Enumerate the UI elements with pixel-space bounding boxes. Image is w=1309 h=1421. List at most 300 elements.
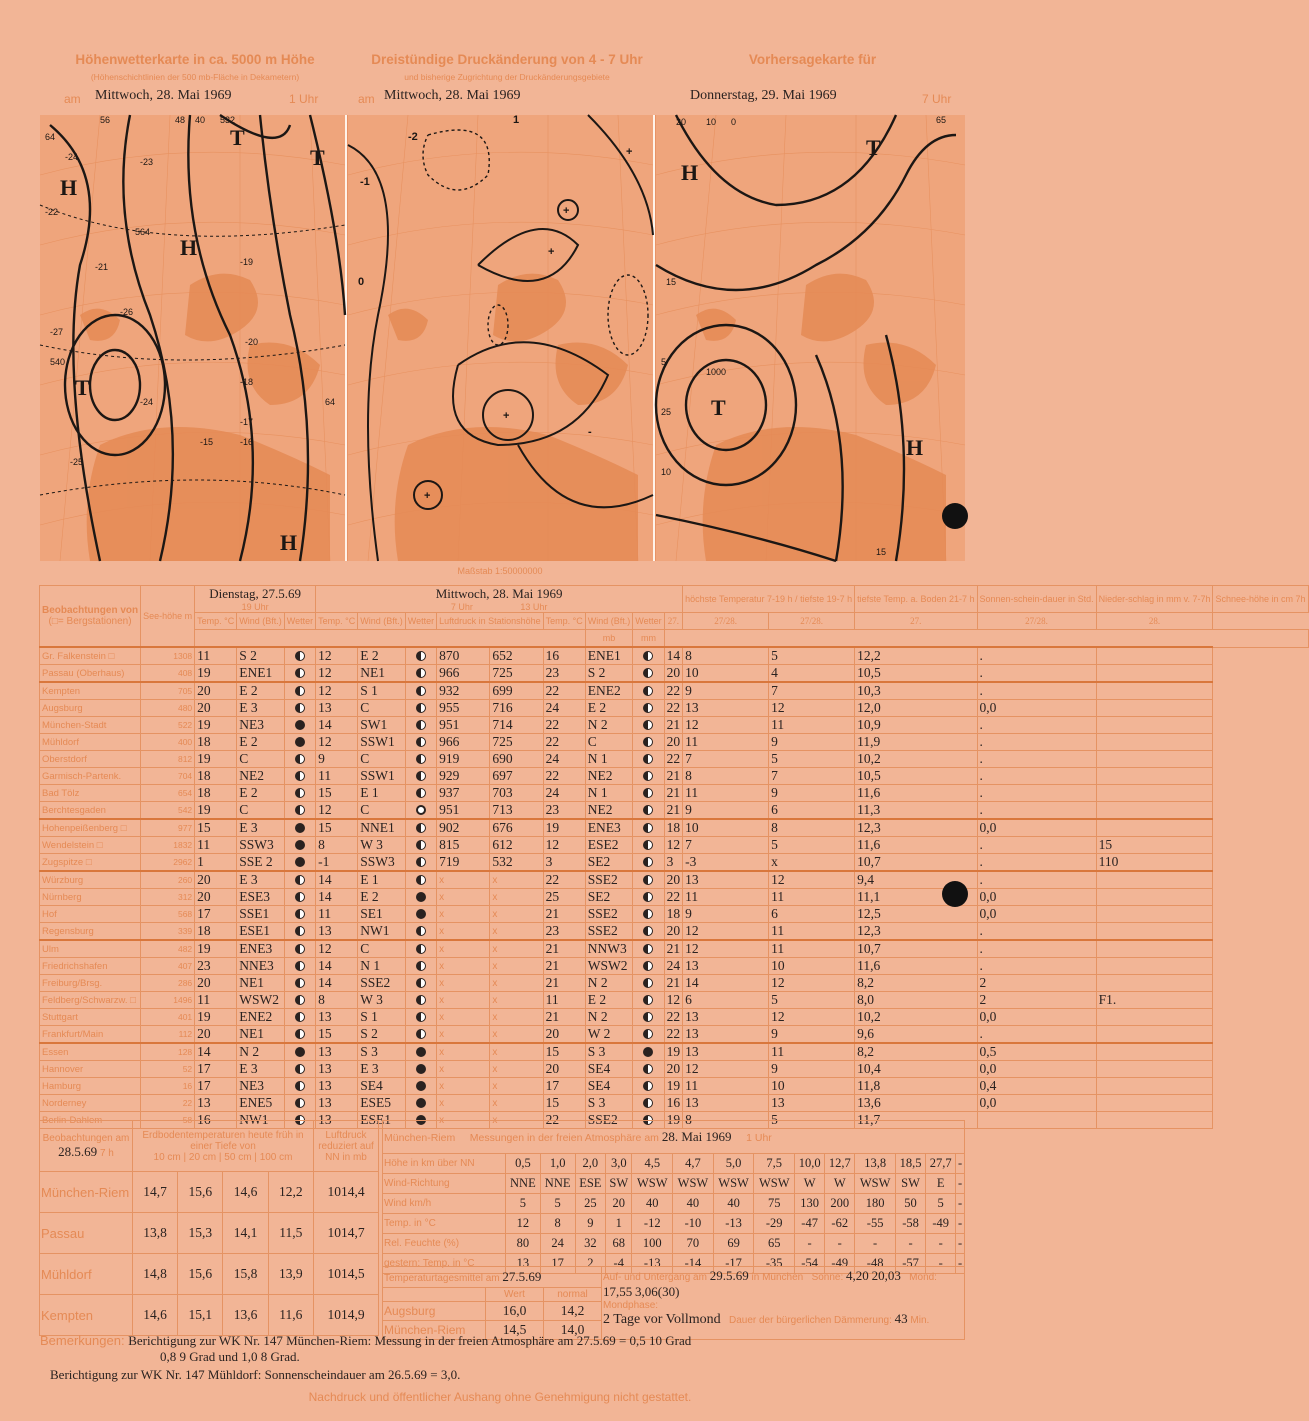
table-cell: -57 bbox=[895, 1254, 925, 1274]
table-cell: N 2 bbox=[237, 1043, 285, 1061]
table-cell: SE2 bbox=[585, 889, 633, 906]
table-cell: 10,5 bbox=[855, 768, 977, 785]
table-cell: 9 bbox=[683, 906, 769, 923]
table-cell: 15 bbox=[316, 819, 358, 837]
table-cell: S 1 bbox=[358, 682, 406, 700]
svg-text:65: 65 bbox=[936, 115, 947, 125]
table-cell: 8 bbox=[769, 819, 855, 837]
temp-col: Temp. °C bbox=[195, 613, 237, 630]
table-cell: - bbox=[956, 1154, 965, 1174]
weather-symbol-icon bbox=[643, 857, 653, 867]
weather-symbol-icon bbox=[416, 1029, 426, 1039]
weather-cell bbox=[633, 768, 664, 785]
table-cell: Passau (Oberhaus) bbox=[40, 665, 141, 683]
table-cell: 13 bbox=[683, 700, 769, 717]
table-cell: Essen bbox=[40, 1043, 141, 1061]
table-cell: E 3 bbox=[358, 1061, 406, 1078]
table-cell: 10 bbox=[683, 665, 769, 683]
table-cell: 11,8 bbox=[855, 1078, 977, 1095]
table-cell: Wendelstein □ bbox=[40, 837, 141, 854]
table-cell: Ulm bbox=[40, 940, 141, 958]
table-cell: Passau bbox=[40, 1213, 133, 1254]
weather-symbol-icon bbox=[416, 1098, 426, 1108]
table-cell: 14,6 bbox=[223, 1172, 268, 1213]
table-cell: 12 bbox=[506, 1214, 541, 1234]
table-cell: 24 bbox=[543, 751, 585, 768]
table-cell: . bbox=[977, 871, 1096, 889]
table-row bbox=[40, 682, 1309, 700]
weather-cell bbox=[405, 958, 436, 975]
table-cell: 408 bbox=[141, 665, 195, 683]
table-cell: Würzburg bbox=[40, 871, 141, 889]
table-cell: 0,4 bbox=[977, 1078, 1096, 1095]
table-cell: 17 bbox=[540, 1254, 575, 1274]
table-cell: NE1 bbox=[358, 665, 406, 683]
weather-cell bbox=[405, 871, 436, 889]
table-cell: 703 bbox=[490, 785, 543, 802]
table-cell: 23 bbox=[543, 665, 585, 683]
upper-air-row bbox=[383, 1174, 965, 1194]
table-cell: 27,7 bbox=[926, 1154, 956, 1174]
weather-cell bbox=[405, 992, 436, 1009]
table-cell: 24 bbox=[540, 1234, 575, 1254]
table-cell: 12,2 bbox=[268, 1172, 313, 1213]
map1-am: am bbox=[64, 92, 81, 106]
table-cell: E 3 bbox=[237, 871, 285, 889]
table-cell: 11 bbox=[769, 717, 855, 734]
weather-symbol-icon bbox=[643, 1029, 653, 1039]
table-cell: 19 bbox=[195, 802, 237, 820]
table-cell: 15,8 bbox=[223, 1254, 268, 1295]
table-cell: . bbox=[977, 734, 1096, 751]
table-cell: -47 bbox=[795, 1214, 825, 1234]
weather-symbol-icon bbox=[416, 961, 426, 971]
table-cell: 15 bbox=[543, 1043, 585, 1061]
table-cell: 9 bbox=[575, 1214, 606, 1234]
weather-symbol-icon bbox=[416, 703, 426, 713]
table-cell: 75 bbox=[754, 1194, 795, 1214]
table-cell: 22 bbox=[543, 871, 585, 889]
table-cell: 654 bbox=[141, 785, 195, 802]
table-cell: ESE2 bbox=[585, 837, 633, 854]
table-cell: 542 bbox=[141, 802, 195, 820]
weather-symbol-icon bbox=[416, 737, 426, 747]
table-cell: 13 bbox=[769, 1095, 855, 1112]
table-cell: Hamburg bbox=[40, 1078, 141, 1095]
weather-cell bbox=[633, 958, 664, 975]
table-cell: 20 bbox=[543, 1061, 585, 1078]
table-cell: 20 bbox=[195, 889, 237, 906]
weather-symbol-icon bbox=[295, 1064, 305, 1074]
table-cell: x bbox=[490, 1061, 543, 1078]
table-cell: W 3 bbox=[358, 992, 406, 1009]
weather-cell bbox=[284, 958, 315, 975]
table-cell: SW bbox=[606, 1174, 632, 1194]
table-cell: WSW2 bbox=[237, 992, 285, 1009]
weather-cell bbox=[405, 1061, 436, 1078]
svg-text:-23: -23 bbox=[140, 157, 154, 167]
table-cell: 815 bbox=[437, 837, 490, 854]
weather-cell bbox=[633, 906, 664, 923]
svg-text:-2: -2 bbox=[408, 131, 418, 143]
weather-cell bbox=[633, 717, 664, 734]
weather-symbol-icon bbox=[295, 995, 305, 1005]
table-cell: Hof bbox=[40, 906, 141, 923]
table-cell: N 1 bbox=[585, 785, 633, 802]
weather-cell bbox=[633, 647, 664, 665]
table-cell: 21 bbox=[664, 975, 683, 992]
table-cell: - bbox=[956, 1214, 965, 1234]
table-row bbox=[40, 819, 1309, 837]
table-cell: 40 bbox=[673, 1194, 714, 1214]
table-cell: 312 bbox=[141, 889, 195, 906]
weather-symbol-icon bbox=[416, 1064, 426, 1074]
table-cell bbox=[1096, 940, 1213, 958]
table-cell: 5 bbox=[769, 992, 855, 1009]
table-cell: E 3 bbox=[237, 700, 285, 717]
table-cell: 400 bbox=[141, 734, 195, 751]
svg-text:64: 64 bbox=[45, 132, 56, 142]
table-cell: 20 bbox=[195, 871, 237, 889]
weather-symbol-icon bbox=[416, 892, 426, 902]
svg-text:-21: -21 bbox=[95, 262, 109, 272]
weather-symbol-icon bbox=[643, 1047, 653, 1057]
table-cell: 13 bbox=[316, 1078, 358, 1095]
map3-time: 7 Uhr bbox=[922, 92, 952, 106]
table-cell: 11,6 bbox=[855, 958, 977, 975]
table-cell: 15 bbox=[543, 1095, 585, 1112]
table-cell: 22 bbox=[664, 1026, 683, 1044]
svg-text:-22: -22 bbox=[45, 207, 59, 217]
weather-symbol-icon bbox=[295, 788, 305, 798]
table-cell: 2 bbox=[977, 975, 1096, 992]
table-cell: ESE5 bbox=[358, 1095, 406, 1112]
table-cell: 4,5 bbox=[632, 1154, 673, 1174]
weather-cell bbox=[284, 1078, 315, 1095]
table-cell: Frankfurt/Main bbox=[40, 1026, 141, 1044]
table-cell: 3,0 bbox=[606, 1154, 632, 1174]
weather-symbol-icon bbox=[416, 805, 426, 815]
table-cell: Bad Tölz bbox=[40, 785, 141, 802]
table-cell bbox=[1096, 1061, 1213, 1078]
table-cell: E 2 bbox=[358, 647, 406, 665]
table-row bbox=[40, 700, 1309, 717]
table-cell bbox=[1096, 923, 1213, 941]
weather-symbol-icon bbox=[416, 754, 426, 764]
table-cell: 13,9 bbox=[268, 1254, 313, 1295]
weather-symbol-icon bbox=[295, 754, 305, 764]
table-cell: 17 bbox=[195, 1078, 237, 1095]
table-cell: ESE3 bbox=[237, 889, 285, 906]
table-cell: x bbox=[490, 906, 543, 923]
table-cell: SE4 bbox=[358, 1078, 406, 1095]
table-cell: 6 bbox=[769, 906, 855, 923]
table-cell: 17 bbox=[543, 1078, 585, 1095]
table-cell: 13 bbox=[506, 1254, 541, 1274]
table-cell: - bbox=[956, 1254, 965, 1274]
table-cell: 20 bbox=[195, 975, 237, 992]
map1-high-label: H bbox=[60, 175, 78, 200]
map2-subtitle: und bisherige Zugrichtung der Druckänderungsgebiete bbox=[404, 72, 610, 82]
table-cell: 7 bbox=[769, 768, 855, 785]
weather-symbol-icon bbox=[643, 995, 653, 1005]
table-cell: 10,7 bbox=[855, 854, 977, 872]
upper-air-table bbox=[382, 1120, 965, 1274]
table-cell: 11,3 bbox=[855, 802, 977, 820]
weather-symbol-icon bbox=[643, 978, 653, 988]
table-cell bbox=[1096, 1026, 1213, 1044]
table-cell: 12 bbox=[683, 923, 769, 941]
table-cell: 13 bbox=[195, 1095, 237, 1112]
table-cell: x bbox=[490, 1026, 543, 1044]
table-cell: 2962 bbox=[141, 854, 195, 872]
table-cell: Berchtesgaden bbox=[40, 802, 141, 820]
table-cell: . bbox=[977, 665, 1096, 683]
svg-text:10: 10 bbox=[661, 467, 672, 477]
weather-cell bbox=[405, 1043, 436, 1061]
weather-symbol-icon bbox=[295, 686, 305, 696]
table-cell: 17 bbox=[195, 1061, 237, 1078]
weather-symbol-icon bbox=[416, 823, 426, 833]
table-cell: 532 bbox=[490, 854, 543, 872]
table-cell: 12,5 bbox=[855, 906, 977, 923]
table-cell: 21 bbox=[664, 802, 683, 820]
weather-cell bbox=[405, 975, 436, 992]
table-cell: 10,9 bbox=[855, 717, 977, 734]
table-cell: 13 bbox=[683, 1026, 769, 1044]
soil-row bbox=[40, 1172, 379, 1213]
table-cell: 18 bbox=[664, 906, 683, 923]
table-cell: E 2 bbox=[237, 734, 285, 751]
weather-symbol-icon bbox=[295, 875, 305, 885]
weather-cell bbox=[633, 975, 664, 992]
mr-label: München-Riem bbox=[383, 1321, 486, 1340]
table-cell bbox=[1096, 958, 1213, 975]
table-cell: x bbox=[490, 1095, 543, 1112]
table-cell: W bbox=[825, 1174, 855, 1194]
table-cell: NNE bbox=[540, 1174, 575, 1194]
table-cell: 1014,9 bbox=[314, 1295, 379, 1336]
weather-cell bbox=[284, 751, 315, 768]
boden-header: tiefste Temp. a. Boden 21-7 h bbox=[855, 586, 977, 613]
table-cell: 8,0 bbox=[855, 992, 977, 1009]
table-cell: -10 bbox=[673, 1214, 714, 1234]
table-row bbox=[40, 1061, 1309, 1078]
svg-text:-1: -1 bbox=[360, 176, 370, 188]
table-cell: 870 bbox=[437, 647, 490, 665]
table-cell: 16 bbox=[195, 1112, 237, 1129]
wetter-col: Wetter bbox=[633, 613, 664, 630]
upper-air-row bbox=[383, 1214, 965, 1234]
table-cell bbox=[1096, 700, 1213, 717]
table-cell: 112 bbox=[141, 1026, 195, 1044]
table-cell: 676 bbox=[490, 819, 543, 837]
weather-symbol-icon bbox=[643, 909, 653, 919]
table-cell: 12 bbox=[769, 975, 855, 992]
weather-symbol-icon bbox=[643, 1081, 653, 1091]
pressure-col: Luftdruck in Stationshöhe bbox=[437, 613, 544, 630]
table-cell: - bbox=[895, 1234, 925, 1254]
table-cell: 407 bbox=[141, 958, 195, 975]
weather-symbol-icon bbox=[295, 1012, 305, 1022]
map3-high-label: H bbox=[681, 160, 699, 185]
table-cell: 11 bbox=[769, 940, 855, 958]
table-cell: 68 bbox=[606, 1234, 632, 1254]
weather-cell bbox=[633, 837, 664, 854]
table-cell: 19 bbox=[195, 940, 237, 958]
wind-col: Wind (Bft.) bbox=[237, 613, 285, 630]
date-nieder: 27/28. bbox=[977, 613, 1096, 630]
table-cell: x bbox=[437, 923, 490, 941]
table-cell: 11,7 bbox=[855, 1112, 977, 1129]
table-cell: 13 bbox=[683, 1043, 769, 1061]
table-cell: 15 bbox=[195, 819, 237, 837]
weather-cell bbox=[405, 682, 436, 700]
map3-title: Vorhersagekarte für bbox=[748, 52, 877, 67]
table-cell: Feldberg/Schwarzw. □ bbox=[40, 992, 141, 1009]
table-cell: NE2 bbox=[585, 802, 633, 820]
weather-symbol-icon bbox=[295, 961, 305, 971]
svg-text:-19: -19 bbox=[240, 257, 254, 267]
punch-hole-bottom bbox=[942, 881, 968, 907]
table-cell: 12 bbox=[769, 1009, 855, 1026]
weather-cell bbox=[633, 665, 664, 683]
upper-air-title: München-Riem Messungen in der freien Atmosphäre am 28. Mai 1969 1 Uhr bbox=[383, 1121, 965, 1154]
weather-cell bbox=[284, 906, 315, 923]
weather-symbol-icon bbox=[295, 1098, 305, 1108]
table-cell: x bbox=[490, 923, 543, 941]
table-cell: 14 bbox=[316, 975, 358, 992]
map-scale: Maßstab 1:50000000 bbox=[457, 566, 543, 576]
weather-cell bbox=[405, 768, 436, 785]
table-cell: . bbox=[977, 958, 1096, 975]
table-cell: 8 bbox=[540, 1214, 575, 1234]
svg-text:20: 20 bbox=[676, 117, 687, 127]
table-cell: -14 bbox=[673, 1254, 714, 1274]
table-cell: x bbox=[490, 975, 543, 992]
table-cell: - bbox=[956, 1174, 965, 1194]
weather-symbol-icon bbox=[643, 686, 653, 696]
table-row bbox=[40, 1026, 1309, 1044]
table-cell: 714 bbox=[490, 717, 543, 734]
table-cell: SW1 bbox=[358, 717, 406, 734]
table-cell: 725 bbox=[490, 734, 543, 751]
weather-cell bbox=[284, 975, 315, 992]
map2-date: Mittwoch, 28. Mai 1969 bbox=[384, 88, 521, 103]
table-cell: 9 bbox=[769, 1061, 855, 1078]
table-cell: 22 bbox=[664, 700, 683, 717]
table-cell: Kempten bbox=[40, 682, 141, 700]
table-cell: 19 bbox=[664, 1078, 683, 1095]
table-row bbox=[40, 665, 1309, 683]
table-cell: 6 bbox=[683, 992, 769, 1009]
table-cell: NE3 bbox=[237, 717, 285, 734]
weather-symbol-icon bbox=[416, 771, 426, 781]
table-cell: - bbox=[956, 1234, 965, 1254]
table-cell: 932 bbox=[437, 682, 490, 700]
weather-symbol-icon bbox=[416, 875, 426, 885]
weather-symbol-icon bbox=[416, 857, 426, 867]
table-cell: 0,0 bbox=[977, 819, 1096, 837]
svg-text:564: 564 bbox=[135, 227, 151, 237]
table-cell: - bbox=[956, 1194, 965, 1214]
table-cell: -1 bbox=[316, 854, 358, 872]
table-cell: x bbox=[437, 906, 490, 923]
table-cell: . bbox=[977, 647, 1096, 665]
weather-cell bbox=[633, 819, 664, 837]
weather-cell bbox=[405, 665, 436, 683]
table-cell: SSE1 bbox=[237, 906, 285, 923]
soil-pressure-head: Luftdruck reduziert auf NN in mb bbox=[314, 1121, 379, 1172]
weather-cell bbox=[284, 1095, 315, 1112]
map3-low-label: T bbox=[866, 135, 881, 160]
table-cell: 15 bbox=[316, 785, 358, 802]
table-cell: -54 bbox=[795, 1254, 825, 1274]
table-cell: 11 bbox=[683, 785, 769, 802]
table-cell: -13 bbox=[632, 1254, 673, 1274]
table-cell: 13 bbox=[316, 1112, 358, 1129]
weather-cell bbox=[633, 1043, 664, 1061]
table-cell: 0,0 bbox=[977, 889, 1096, 906]
remarks bbox=[40, 1333, 691, 1349]
weather-cell bbox=[405, 889, 436, 906]
weather-symbol-icon bbox=[416, 978, 426, 988]
table-cell: Gr. Falkenstein □ bbox=[40, 647, 141, 665]
table-cell: 8 bbox=[683, 1112, 769, 1129]
table-cell: C bbox=[358, 802, 406, 820]
table-cell: . bbox=[977, 682, 1096, 700]
table-cell: 10,7 bbox=[855, 940, 977, 958]
row-label: Wind-Richtung bbox=[383, 1174, 506, 1194]
table-cell: 25 bbox=[575, 1194, 606, 1214]
table-cell: x bbox=[437, 1112, 490, 1129]
table-cell: SE1 bbox=[358, 906, 406, 923]
weather-symbol-icon bbox=[643, 668, 653, 678]
table-cell: 690 bbox=[490, 751, 543, 768]
table-cell: 13 bbox=[683, 871, 769, 889]
weather-cell bbox=[284, 889, 315, 906]
table-cell: -62 bbox=[825, 1214, 855, 1234]
table-cell: 4 bbox=[769, 665, 855, 683]
svg-text:40: 40 bbox=[195, 115, 206, 125]
table-cell: x bbox=[490, 1078, 543, 1095]
table-row bbox=[40, 1009, 1309, 1026]
weather-cell bbox=[405, 837, 436, 854]
table-cell: N 2 bbox=[585, 717, 633, 734]
pressure-change-map bbox=[348, 115, 655, 561]
svg-text:-: - bbox=[588, 426, 592, 438]
table-cell: x bbox=[490, 958, 543, 975]
table-cell: 11 bbox=[543, 992, 585, 1009]
table-cell: - bbox=[926, 1234, 956, 1254]
table-cell: Friedrichshafen bbox=[40, 958, 141, 975]
table-cell: S 3 bbox=[358, 1043, 406, 1061]
table-cell: NE1 bbox=[237, 1026, 285, 1044]
weather-symbol-icon bbox=[416, 1047, 426, 1057]
table-cell: 50 bbox=[895, 1194, 925, 1214]
table-cell: S 2 bbox=[237, 647, 285, 665]
table-cell: 12 bbox=[769, 700, 855, 717]
table-cell: 100 bbox=[632, 1234, 673, 1254]
weather-cell bbox=[633, 682, 664, 700]
table-cell: 9 bbox=[769, 785, 855, 802]
table-cell: 401 bbox=[141, 1009, 195, 1026]
weather-cell bbox=[633, 1095, 664, 1112]
table-cell: 1 bbox=[195, 854, 237, 872]
weather-symbol-icon bbox=[295, 857, 305, 867]
table-row bbox=[40, 906, 1309, 923]
weather-symbol-icon bbox=[416, 926, 426, 936]
